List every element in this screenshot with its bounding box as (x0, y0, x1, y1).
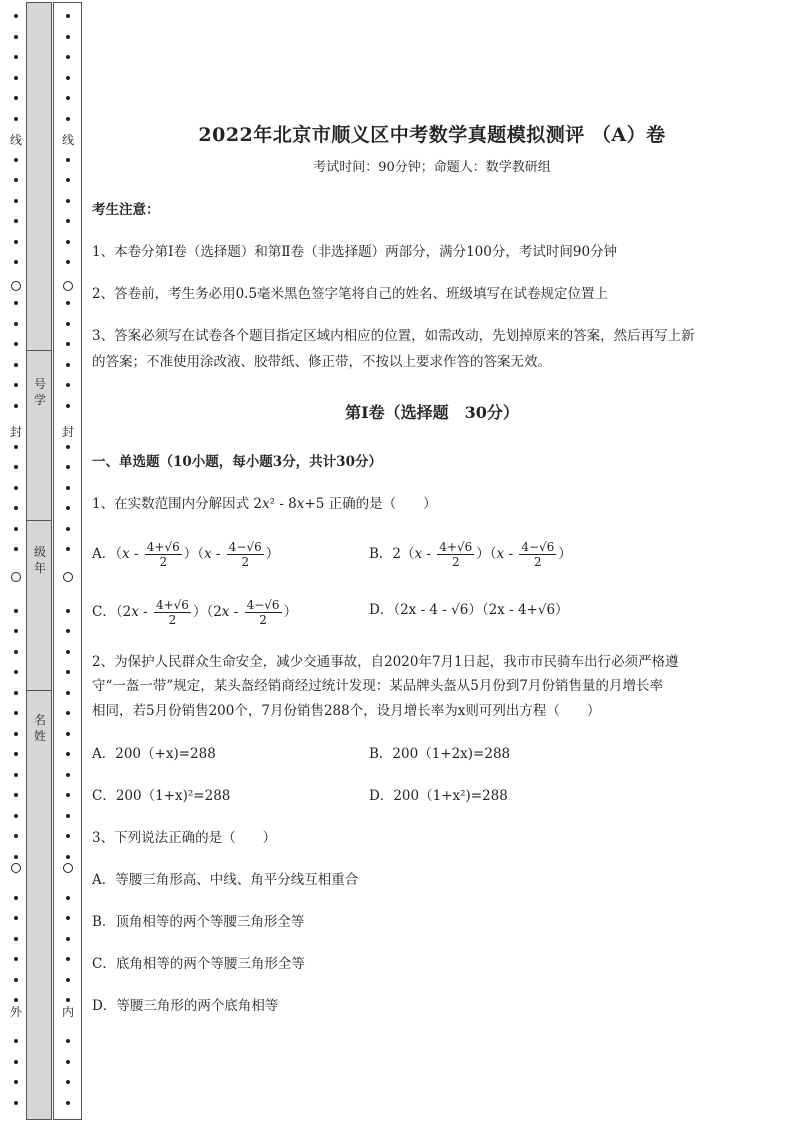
perforation-dot (14, 117, 18, 121)
perforation-dot (14, 957, 18, 961)
perforation-dot (66, 609, 70, 613)
perforation-dot (14, 363, 18, 367)
option-label: B．2 (369, 546, 402, 562)
outer-dot-column (9, 0, 23, 1123)
perforation-dot (66, 1060, 70, 1064)
perforation-dot (14, 404, 18, 408)
fraction: $\frac{4+√6}{2}$ (146, 540, 180, 569)
perforation-dot (14, 178, 18, 182)
notice-heading: 考生注意： (92, 202, 160, 218)
perforation-dot (14, 35, 18, 39)
q1-option-a[interactable]: A．（x - $\frac{4+√6}{2}$ ）（x - $\frac{4-√6}{2}$ ） (92, 540, 280, 569)
perforation-dot (66, 506, 70, 510)
perforation-dot (66, 896, 70, 900)
perforation-dot (66, 383, 70, 387)
fraction: $\frac{4-√6}{2}$ (246, 598, 280, 627)
q2-option-b[interactable]: B．200（1+2x)=288 (369, 746, 511, 762)
perforation-dot (66, 404, 70, 408)
q1-var: x (296, 496, 305, 512)
perforation-dot (66, 240, 70, 244)
perforation-dot (14, 732, 18, 736)
perforation-dot (14, 322, 18, 326)
perforation-dot (14, 937, 18, 941)
perforation-dot (66, 670, 70, 674)
q2-option-d[interactable]: D．200（1+x²)=288 (369, 788, 508, 804)
perforation-dot (66, 465, 70, 469)
binding-mark-label: 内 (61, 1005, 74, 1019)
perforation-dot (66, 752, 70, 756)
field-label-student-no: 号 学 (33, 377, 46, 407)
perforation-dot (14, 650, 18, 654)
perforation-dot (66, 55, 70, 59)
binding-hole-icon (63, 863, 73, 873)
notice-item: 3、答案必须写在试卷各个题目指定区域内相应的位置，如需改动，先划掉原来的答案，然后再写上新 (92, 328, 695, 344)
perforation-dot (66, 916, 70, 920)
inner-dot-column (61, 0, 75, 1123)
perforation-dot (14, 978, 18, 982)
option-label: A． (92, 546, 116, 562)
perforation-dot (66, 937, 70, 941)
perforation-dot (14, 486, 18, 490)
perforation-dot (66, 76, 70, 80)
perforation-dot (14, 158, 18, 162)
perforation-dot (66, 486, 70, 490)
q1-stem-text: ² - 8 (269, 496, 297, 512)
binding-mark-label: 封 (61, 425, 74, 439)
perforation-dot (66, 260, 70, 264)
perforation-dot (14, 855, 18, 859)
perforation-dot (66, 158, 70, 162)
page-title: 2022年北京市顺义区中考数学真题模拟测评 （A）卷 (198, 124, 666, 146)
perforation-dot (66, 178, 70, 182)
perforation-dot (66, 445, 70, 449)
perforation-dot (66, 814, 70, 818)
binding-mark-label: 线 (9, 133, 22, 147)
perforation-dot (66, 773, 70, 777)
perforation-dot (14, 629, 18, 633)
perforation-dot (14, 260, 18, 264)
perforation-dot (66, 117, 70, 121)
q2-option-c[interactable]: C．200（1+x)²=288 (92, 788, 231, 804)
fraction: $\frac{4-√6}{2}$ (521, 540, 555, 569)
perforation-dot (14, 998, 18, 1002)
perforation-dot (66, 363, 70, 367)
perforation-dot (66, 978, 70, 982)
perforation-dot (14, 96, 18, 100)
q1-stem-text: +5 正确的是（ ） (304, 496, 437, 512)
binding-mark-label: 封 (9, 425, 22, 439)
strip-divider (26, 350, 52, 351)
perforation-dot (14, 445, 18, 449)
question-2-stem: 守“一盔一带”规定，某头盔经销商经过统计发现：某品牌头盔从5月份到7月份销售量的月增长率 (92, 678, 663, 694)
perforation-dot (14, 465, 18, 469)
q1-stem-text: 1、在实数范围内分解因式 2 (92, 496, 262, 512)
perforation-dot (14, 527, 18, 531)
notice-item: 2、答卷前，考生务必用0.5毫米黑色签字笔将自己的姓名、班级填写在试卷规定位置上 (92, 286, 609, 302)
perforation-dot (14, 342, 18, 346)
perforation-dot (66, 691, 70, 695)
perforation-dot (66, 711, 70, 715)
binding-mark-label: 线 (61, 133, 74, 147)
perforation-dot (66, 834, 70, 838)
perforation-dot (14, 793, 18, 797)
page-subtitle: 考试时间：90分钟；命题人：数学教研组 (313, 160, 551, 175)
perforation-dot (14, 547, 18, 551)
perforation-dot (14, 199, 18, 203)
perforation-dot (66, 957, 70, 961)
field-label-class: 级 年 (33, 545, 46, 575)
perforation-dot (66, 1039, 70, 1043)
perforation-dot (14, 814, 18, 818)
perforation-dot (66, 855, 70, 859)
fraction: $\frac{4-√6}{2}$ (228, 540, 262, 569)
question-2-stem: 相同，若5月份销售200个，7月份销售288个，设月增长率为x则可列出方程（ ） (92, 703, 601, 719)
fraction: $\frac{4+√6}{2}$ (439, 540, 473, 569)
perforation-dot (14, 691, 18, 695)
binding-margin (0, 0, 82, 1123)
perforation-dot (66, 629, 70, 633)
perforation-dot (66, 301, 70, 305)
perforation-dot (66, 732, 70, 736)
perforation-dot (14, 76, 18, 80)
perforation-dot (14, 240, 18, 244)
perforation-dot (14, 55, 18, 59)
fraction: $\frac{4+√6}{2}$ (155, 598, 189, 627)
perforation-dot (14, 1060, 18, 1064)
perforation-dot (14, 219, 18, 223)
perforation-dot (66, 998, 70, 1002)
strip-divider (26, 690, 52, 691)
binding-hole-icon (11, 863, 21, 873)
q3-option-b[interactable]: B．顶角相等的两个等腰三角形全等 (92, 914, 305, 930)
perforation-dot (14, 1039, 18, 1043)
binding-hole-icon (63, 572, 73, 582)
perforation-dot (14, 609, 18, 613)
q1-option-b[interactable]: B．2（x - $\frac{4+√6}{2}$ ）（x - $\frac{4-√6}{2}$ ） (369, 540, 572, 569)
perforation-dot (14, 752, 18, 756)
perforation-dot (66, 342, 70, 346)
question-2-stem: 2、为保护人民群众生命安全，减少交通事故，自2020年7月1日起，我市市民骑车出行必须严格遵 (92, 654, 679, 670)
perforation-dot (14, 896, 18, 900)
perforation-dot (14, 1080, 18, 1084)
perforation-dot (66, 199, 70, 203)
notice-item: 1、本卷分第I卷（选择题）和第Ⅱ卷（非选择题）两部分，满分100分，考试时间90分钟 (92, 244, 618, 260)
perforation-dot (66, 1101, 70, 1105)
q1-var: x (261, 496, 270, 512)
perforation-dot (66, 547, 70, 551)
binding-hole-icon (11, 281, 21, 291)
q3-option-c[interactable]: C．底角相等的两个等腰三角形全等 (92, 956, 305, 972)
perforation-dot (66, 219, 70, 223)
perforation-dot (66, 35, 70, 39)
notice-item: 的答案；不准使用涂改液、胶带纸、修正带，不按以上要求作答的答案无效。 (92, 354, 551, 370)
perforation-dot (66, 322, 70, 326)
question-1-stem (92, 494, 437, 514)
q1-option-c[interactable]: C．（2x - $\frac{4+√6}{2}$ ）（2x - $\frac{4-√6}{2}$ ） (92, 598, 298, 627)
field-label-name: 名 姓 (33, 713, 46, 743)
perforation-dot (14, 916, 18, 920)
perforation-dot (66, 1080, 70, 1084)
option-label: C． (92, 604, 116, 620)
perforation-dot (14, 711, 18, 715)
part-heading: 一、单选题（10小题，每小题3分，共计30分） (92, 454, 382, 470)
perforation-dot (66, 793, 70, 797)
q1-option-d[interactable]: D．（2x - 4 - √6）（2x - 4+√6） (369, 602, 569, 618)
perforation-dot (14, 383, 18, 387)
perforation-dot (66, 14, 70, 18)
binding-hole-icon (11, 572, 21, 582)
strip-divider (26, 520, 52, 521)
q2-option-a[interactable]: A．200（+x)=288 (92, 746, 216, 762)
q3-option-d[interactable]: D．等腰三角形的两个底角相等 (92, 998, 279, 1014)
perforation-dot (14, 301, 18, 305)
binding-hole-icon (63, 281, 73, 291)
binding-mark-label: 外 (9, 1005, 22, 1019)
q3-option-a[interactable]: A．等腰三角形高、中线、角平分线互相重合 (92, 872, 359, 888)
perforation-dot (14, 670, 18, 674)
perforation-dot (66, 527, 70, 531)
perforation-dot (66, 96, 70, 100)
perforation-dot (14, 14, 18, 18)
perforation-dot (66, 650, 70, 654)
perforation-dot (14, 506, 18, 510)
section-title: 第I卷（选择题 30分） (345, 403, 519, 422)
perforation-dot (14, 834, 18, 838)
question-3-stem: 3、下列说法正确的是（ ） (92, 830, 277, 846)
perforation-dot (14, 1101, 18, 1105)
perforation-dot (14, 773, 18, 777)
